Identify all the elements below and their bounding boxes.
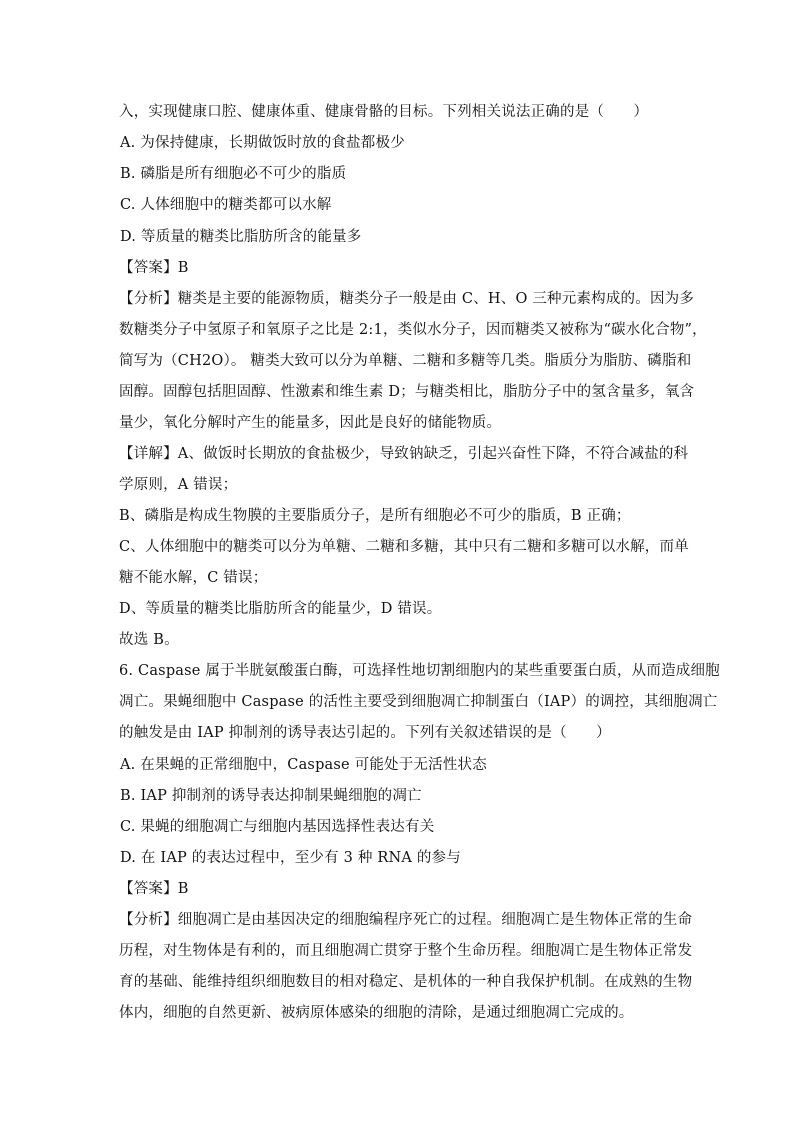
answer-label: 【答案】B: [119, 881, 189, 897]
analysis-line: 【分析】糖类是主要的能源物质，糖类分子一般是由 C、H、O 三种元素构成的。因为多: [119, 291, 695, 307]
option-b: B. 磷脂是所有细胞必不可少的脂质: [120, 166, 347, 182]
text-line: 入，实现健康口腔、健康体重、健康骨骼的目标。下列相关说法正确的是（ ）: [119, 104, 649, 120]
detail-line: 糖不能水解，C 错误；: [119, 570, 268, 586]
analysis-line: 育的基础、能维持组织细胞数目的相对稳定、是机体的一种自我保护机制。在成熟的生物: [119, 974, 693, 990]
detail-line: 【详解】A、做饭时长期放的食盐极少，导致钠缺乏，引起兴奋性下降，不符合减盐的科: [119, 446, 689, 462]
question-6-line: 6. Caspase 属于半胱氨酸蛋白酶，可选择性地切割细胞内的某些重要蛋白质，从而造成细胞: [119, 663, 720, 679]
conclusion-line: 故选 B。: [119, 632, 179, 648]
detail-line: D、等质量的糖类比脂肪所含的能量少，D 错误。: [119, 601, 442, 617]
option-c: C. 人体细胞中的糖类都可以水解: [120, 197, 332, 213]
analysis-line: 量少，氧化分解时产生的能量多，因此是良好的储能物质。: [119, 415, 502, 431]
detail-line: C、人体细胞中的糖类可以分为单糖、二糖和多糖，其中只有二糖和多糖可以水解，而单: [119, 539, 689, 555]
q6-option-d: D. 在 IAP 的表达过程中，至少有 3 种 RNA 的参与: [120, 850, 461, 866]
analysis-line: 数糖类分子中氢原子和氧原子之比是 2:1，类似水分子，因而糖类又被称为“碳水化合物”，: [119, 322, 707, 338]
q6-option-c: C. 果蝇的细胞凋亡与细胞内基因选择性表达有关: [120, 819, 435, 835]
option-a: A. 为保持健康，长期做饭时放的食盐都极少: [120, 135, 405, 151]
q6-option-b: B. IAP 抑制剂的诱导表达抑制果蝇细胞的凋亡: [120, 788, 422, 804]
option-d: D. 等质量的糖类比脂肪所含的能量多: [120, 229, 362, 245]
question-6-line: 凋亡。果蝇细胞中 Caspase 的活性主要受到细胞凋亡抑制蛋白（IAP）的调控，其细胞凋亡: [119, 694, 718, 710]
detail-line: B、磷脂是构成生物膜的主要脂质分子，是所有细胞必不可少的脂质，B 正确；: [119, 508, 631, 524]
analysis-line: 历程，对生物体是有利的，而且细胞凋亡贯穿于整个生命历程。细胞凋亡是生物体正常发: [119, 943, 693, 959]
detail-line: 学原则，A 错误；: [119, 477, 238, 493]
analysis-line: 固醇。固醇包括胆固醇、性激素和维生素 D；与糖类相比，脂肪分子中的氢含量多，氧含: [119, 384, 695, 400]
analysis-line: 【分析】细胞凋亡是由基因决定的细胞编程序死亡的过程。细胞凋亡是生物体正常的生命: [119, 912, 693, 928]
question-6-line: 的触发是由 IAP 抑制剂的诱导表达引起的。下列有关叙述错误的是（ ）: [119, 725, 611, 741]
analysis-line: 简写为（CH2O）。 糖类大致可以分为单糖、二糖和多糖等几类。脂质分为脂肪、磷脂和: [119, 353, 692, 369]
answer-label: 【答案】B: [119, 260, 189, 276]
q6-option-a: A. 在果蝇的正常细胞中，Caspase 可能处于无活性状态: [120, 757, 487, 773]
analysis-line: 体内，细胞的自然更新、被病原体感染的细胞的清除，是通过细胞凋亡完成的。: [119, 1005, 634, 1021]
